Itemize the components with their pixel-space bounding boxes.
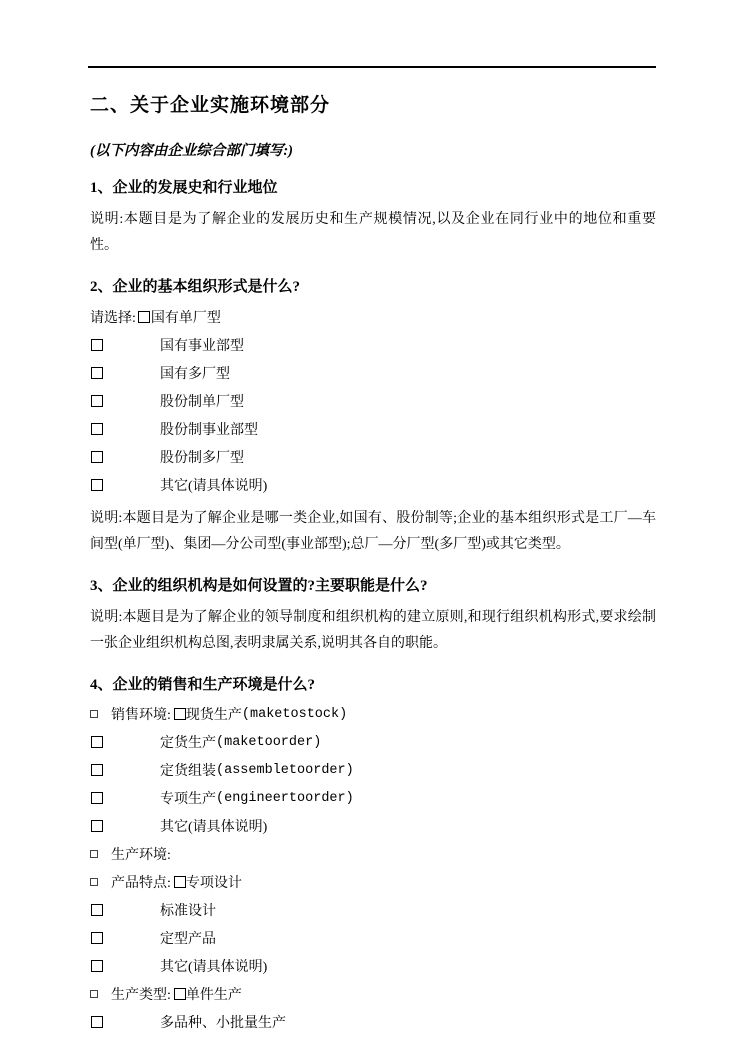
checkbox[interactable] (91, 820, 103, 832)
q2-option-row (90, 359, 656, 387)
bullet-square-icon (90, 850, 98, 858)
checkbox[interactable] (174, 876, 186, 888)
q4-production-env-row (90, 840, 656, 868)
option-label: 国有事业部型 (160, 339, 244, 354)
checkbox[interactable] (91, 451, 103, 463)
q4-product-option-row (90, 924, 656, 952)
option-label: 股份制单厂型 (160, 395, 244, 410)
q4-sales-option-row (90, 756, 656, 784)
option-label: 其它(请具体说明) (160, 479, 268, 494)
checkbox[interactable] (174, 708, 186, 720)
bullet-square-icon (90, 878, 98, 886)
option-label: 股份制事业部型 (160, 423, 258, 438)
bullet-square-icon (90, 710, 98, 718)
q2-option-row (90, 387, 656, 415)
option-label: 现货生产 (185, 708, 242, 723)
q4-sales-row (90, 700, 656, 728)
q4-heading: 4、企业的销售和生产环境是什么? (90, 677, 316, 693)
option-label-en: (engineertoorder) (216, 790, 354, 806)
checkbox[interactable] (91, 932, 103, 944)
production-env-label: 生产环境: (111, 848, 171, 863)
q2-note: 说明:本题目是为了解企业是哪一类企业,如国有、股份制等;企业的基本组织形式是工厂—车间型(单厂型)、集团—分公司型(事业部型);总厂—分厂型(多厂型)或其它类型。 (90, 511, 656, 552)
checkbox[interactable] (91, 904, 103, 916)
checkbox[interactable] (174, 988, 186, 1000)
q2-option-row (90, 415, 656, 443)
q1-heading: 1、企业的发展史和行业地位 (90, 180, 278, 196)
option-label-en: (maketostock) (241, 706, 348, 722)
q4-sales-option-row (90, 812, 656, 840)
q3-heading: 3、企业的组织机构是如何设置的?主要职能是什么? (90, 578, 428, 594)
q3-note: 说明:本题目是为了解企业的领导制度和组织机构的建立原则,和现行组织机构形式,要求绘制一张企业组织机构总图,表明隶属关系,说明其各自的职能。 (90, 610, 656, 651)
checkbox[interactable] (91, 960, 103, 972)
option-label: 国有单厂型 (150, 311, 221, 326)
option-label: 其它(请具体说明) (160, 960, 268, 975)
page-title: 二、关于企业实施环境部分 (90, 95, 331, 116)
q4-product-option-row (90, 952, 656, 980)
checkbox[interactable] (91, 395, 103, 407)
product-feature-label: 产品特点: (111, 876, 171, 891)
q4-type-option-row (90, 1008, 656, 1036)
checkbox[interactable] (91, 423, 103, 435)
q4-sales-option-row (90, 784, 656, 812)
fill-instruction: (以下内容由企业综合部门填写:) (90, 143, 293, 159)
q4-product-row (90, 868, 656, 896)
option-label: 定型产品 (160, 932, 216, 947)
option-label: 其它(请具体说明) (160, 820, 268, 835)
q2-inline-option-row (90, 303, 656, 331)
q2-prompt: 请选择: (90, 311, 136, 326)
q2-option-row (90, 443, 656, 471)
checkbox[interactable] (91, 1016, 103, 1028)
option-label: 定货生产 (160, 736, 216, 751)
q1-note: 说明:本题目是为了解企业的发展历史和生产规模情况,以及企业在同行业中的地位和重要性。 (90, 212, 656, 253)
q4-product-option-row (90, 896, 656, 924)
header-rule (88, 66, 656, 68)
checkbox[interactable] (91, 792, 103, 804)
option-label: 专项生产 (160, 792, 216, 807)
q4-sales-option-row (90, 728, 656, 756)
option-label: 股份制多厂型 (160, 451, 244, 466)
option-label: 标准设计 (160, 904, 216, 919)
option-label: 定货组装 (160, 764, 216, 779)
checkbox[interactable] (91, 479, 103, 491)
q2-heading: 2、企业的基本组织形式是什么? (90, 279, 301, 295)
option-label: 专项设计 (185, 876, 242, 891)
document-content (0, 90, 744, 1036)
checkbox[interactable] (91, 736, 103, 748)
q4-type-row (90, 980, 656, 1008)
bullet-square-icon (90, 990, 98, 998)
q2-option-row (90, 331, 656, 359)
option-label-en: (maketoorder) (216, 734, 322, 750)
checkbox[interactable] (91, 367, 103, 379)
checkbox[interactable] (138, 311, 150, 323)
checkbox[interactable] (91, 339, 103, 351)
q2-option-row (90, 471, 656, 499)
option-label: 单件生产 (185, 988, 242, 1003)
sales-env-label: 销售环境: (111, 708, 171, 723)
production-type-label: 生产类型: (111, 988, 171, 1003)
option-label-en: (assembletoorder) (216, 762, 354, 778)
option-label: 多品种、小批量生产 (160, 1016, 286, 1031)
checkbox[interactable] (91, 764, 103, 776)
option-label: 国有多厂型 (160, 367, 230, 382)
